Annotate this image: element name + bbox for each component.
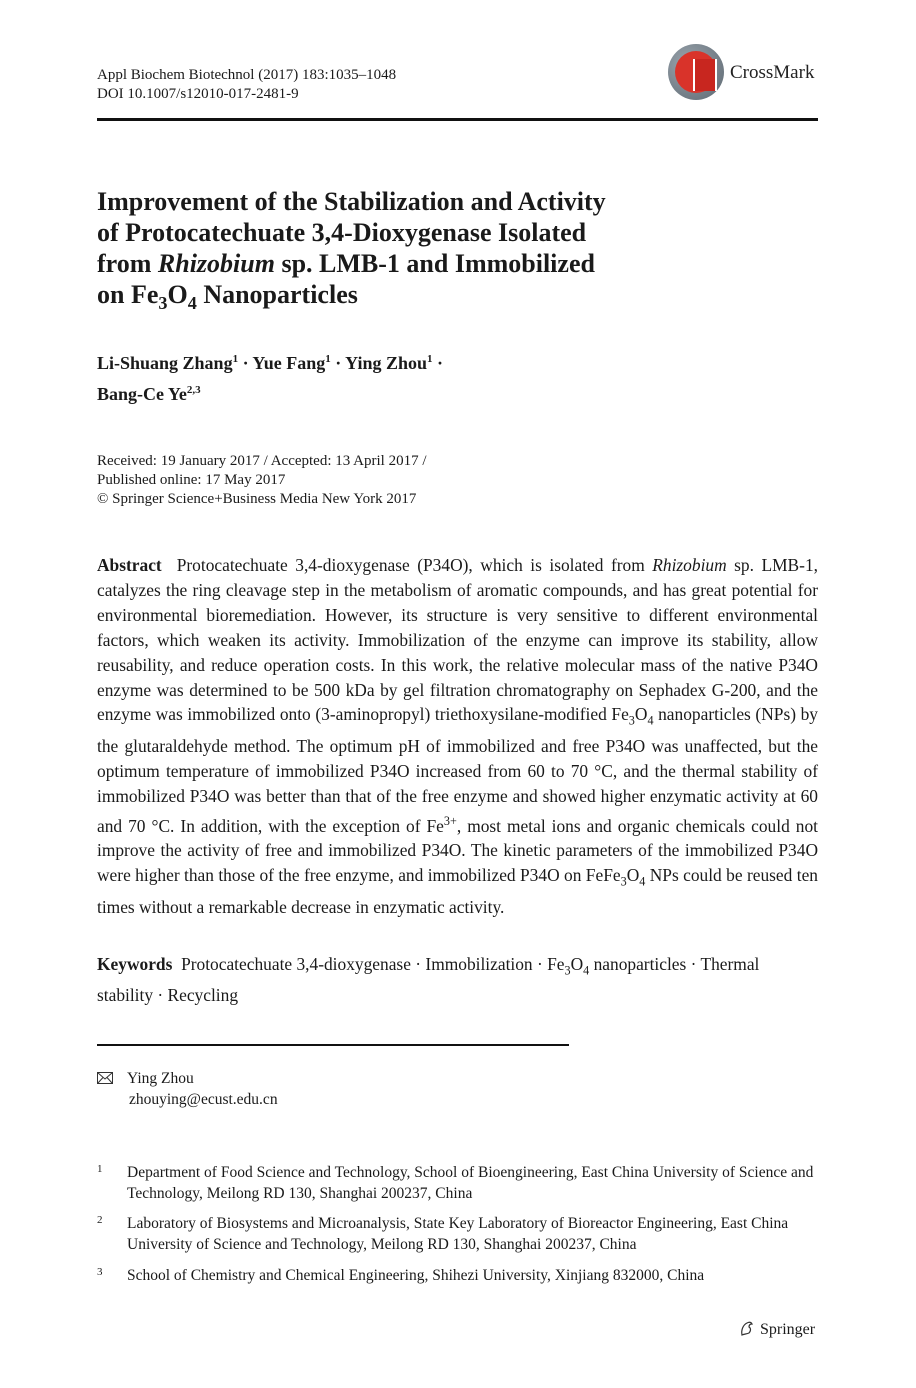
journal-citation: Appl Biochem Biotechnol (2017) 183:1035–1048 [97, 67, 397, 83]
author-list: Li-Shuang Zhang$^1$ · Yue Fang$^1$ · Ying Zhou$^1$ · Bang-Ce Ye$^{2,3}$ [97, 353, 444, 404]
corresponding-author: Ying Zhou [127, 1070, 194, 1087]
keywords: Keywords Protocatechuate 3,4-dioxygenase · Immobilization · $Fe_3O_4$ nanoparticles · Thermal stability · Recycling [97, 954, 760, 1006]
author-name[interactable]: Ying Zhou [345, 353, 427, 373]
crossmark-badge[interactable] [668, 44, 820, 102]
author-name[interactable]: Bang-Ce Ye [97, 384, 187, 404]
abstract: Abstract Protocatechuate 3,4-dioxygenase (P34O), which is isolated from Rhizobium sp. LMB-1, catalyzes the ring cleavage step in the metabolism of aromatic compounds, and has great potential for environmental bioremediation. However, its structure is very sensitive to different environmental factors, which weaken its activity. Immobilization of the enzyme can improve its stability, allow reusability, and reduce operation costs. In this work, the relative molecular mass of the native P34O enzyme was determined to be 500 kDa by gel filtration chromatography on Sephadex G-200, and the enzyme was immobilized onto (3-aminopropyl) triethoxysilane-modified $Fe_3O_4$ nanoparticles (NPs) by the glutaraldehyde method. The optimum pH of immobilized and free P34O was unaffected, but the optimum temperature of immobilized P34O increased from 60 to 70 °C, and the thermal stability of immobilized P34O was better than that of the free enzyme and showed higher enzymatic activity at 60 and 70 °C. In addition, with the exception of $Fe^{3+}$, most metal ions and organic chemicals could not improve the activity of free and immobilized P34O. The kinetic parameters of the immobilized P34O were higher than those of the free enzyme, and immobilized P34O on $FeFe_3O_4$ NPs could be reused ten times without a remarkable decrease in enzymatic activity. [97, 555, 818, 917]
affiliation: 3 School of Chemistry and Chemical Engineering, Shihezi University, Xinjiang 832000, China [97, 1266, 705, 1284]
doi[interactable]: DOI 10.1007/s12010-017-2481-9 [97, 86, 299, 102]
journal-meta [97, 66, 396, 104]
springer-logo [738, 1319, 815, 1339]
article-title: Improvement of the Stabilization and Activity of Protocatechuate 3,4-Dioxygenase Isolated from Rhizobium sp. LMB-1 and Immobilized on $Fe_3O_4$ Nanoparticles [97, 187, 606, 314]
springer-horse-icon [738, 1319, 756, 1337]
envelope-icon [97, 1069, 113, 1081]
header-divider [97, 118, 818, 121]
email-link[interactable]: zhouying@ecust.edu.cn [129, 1091, 278, 1108]
crossmark-icon [668, 44, 724, 100]
affiliation: 2 Laboratory of Biosystems and Microanalysis, State Key Laboratory of Bioreactor Engineering, East China University of Science and Technology, Meilong RD 130, Shanghai 200237, China [97, 1214, 789, 1253]
keywords-label: Keywords [97, 954, 173, 974]
correspondence [97, 1068, 278, 1110]
springer-label: Springer [760, 1321, 816, 1338]
author-name[interactable]: Yue Fang [252, 353, 326, 373]
author-name[interactable]: Li-Shuang Zhang [97, 353, 233, 373]
abstract-label: Abstract [97, 555, 162, 575]
affiliation: 1 Department of Food Science and Technology, School of Bioengineering, East China University of Science and Technology, Meilong RD 130, Shanghai 200237, China [97, 1163, 814, 1202]
crossmark-label: CrossMark [730, 62, 815, 83]
publication-dates: Received: 19 January 2017 / Accepted: 13 April 2017 / Published online: 17 May 2017 © Springer Science+Business Media New York 2017 [97, 453, 427, 507]
footnote-divider [97, 1044, 569, 1046]
